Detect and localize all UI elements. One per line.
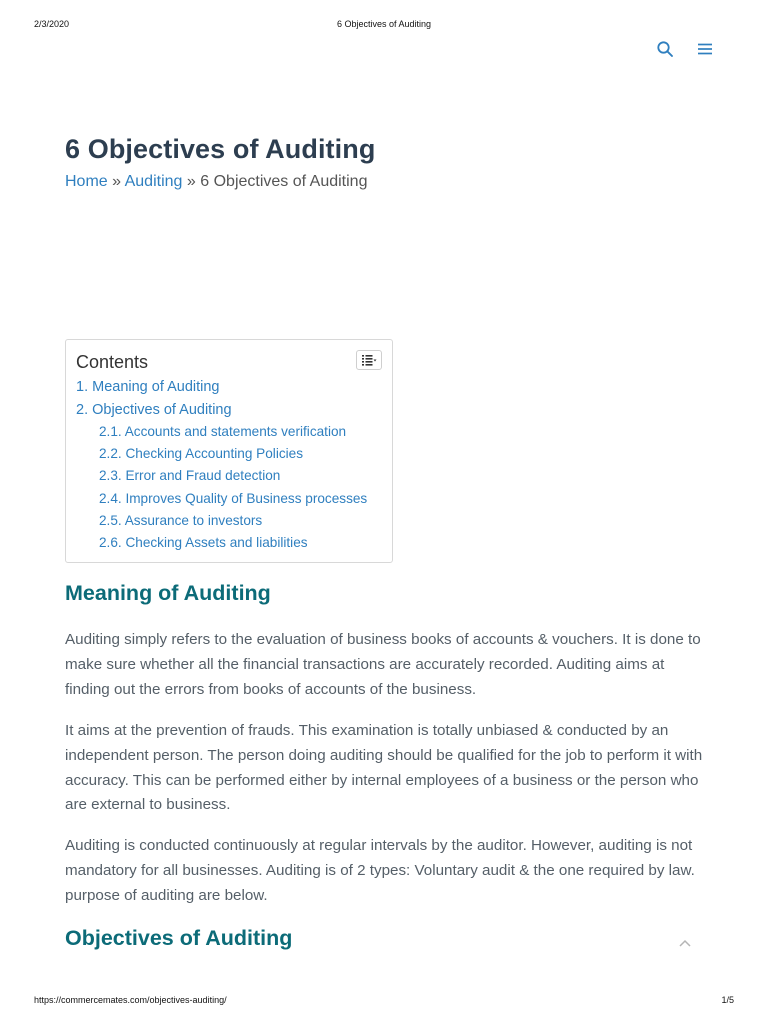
toc-subitem — [76, 421, 367, 443]
breadcrumb-separator: » — [112, 173, 122, 190]
section-heading-objectives: Objectives of Auditing — [65, 926, 293, 950]
toc-list — [76, 376, 367, 554]
toc-toggle-button[interactable] — [356, 350, 382, 370]
menu-icon[interactable] — [696, 40, 714, 58]
toc-subitem — [76, 510, 367, 532]
breadcrumb-separator: » — [186, 173, 196, 190]
toc-link-policies[interactable]: 2.2. Checking Accounting Policies — [99, 446, 304, 462]
toc-link-fraud[interactable]: 2.3. Error and Fraud detection — [99, 468, 281, 484]
toc-link-assets[interactable]: 2.6. Checking Assets and liabilities — [99, 534, 308, 550]
header-nav — [656, 40, 714, 58]
toc-link-meaning[interactable]: 1. Meaning of Auditing — [76, 379, 220, 395]
toc-item — [76, 399, 367, 422]
table-of-contents — [65, 339, 393, 563]
paragraph: Auditing simply refers to the evaluation of business books of accounts & vouchers. It is done to make sure whether all the financial transactions are accurately recorded. Auditing aims at finding out the errors from books of accounts of the business. — [65, 631, 701, 698]
breadcrumb-current: 6 Objectives of Auditing — [200, 173, 368, 190]
print-url: https://commercemates.com/objectives-auditing/ — [34, 995, 227, 1005]
paragraph: It aims at the prevention of frauds. This examination is totally unbiased & conducted by an independent person. The person doing auditing should be qualified for the job to perform it with accuracy. This can be performed either by internal employees of a business or the person who are external to business. — [65, 722, 703, 814]
toc-link-assurance[interactable]: 2.5. Assurance to investors — [99, 512, 263, 528]
breadcrumb-home-link[interactable]: Home — [65, 173, 108, 190]
toc-link-verification[interactable]: 2.1. Accounts and statements verification — [99, 424, 347, 439]
search-icon[interactable] — [656, 40, 674, 58]
page-title: 6 Objectives of Auditing — [65, 134, 376, 164]
toc-item — [76, 376, 367, 399]
toc-subitem — [76, 443, 367, 465]
print-date: 2/3/2020 — [34, 19, 70, 29]
toc-title: Contents — [76, 352, 149, 372]
paragraph: Auditing is conducted continuously at regular intervals by the auditor. However, auditing is not mandatory for all businesses. Auditing is of 2 types: Voluntary audit & the one required by law. purpose of auditing are below. — [65, 837, 695, 904]
list-toggle-icon — [361, 354, 377, 366]
toc-link-quality[interactable]: 2.4. Improves Quality of Business processes — [99, 490, 368, 506]
breadcrumb-category-link[interactable]: Auditing — [124, 173, 183, 190]
print-footer — [0, 995, 768, 1009]
print-doc-title: 6 Objectives of Auditing — [336, 19, 432, 29]
toc-subitem — [76, 532, 367, 554]
scroll-to-top-icon[interactable] — [677, 937, 693, 949]
toc-subitem — [76, 488, 367, 510]
section-heading-meaning: Meaning of Auditing — [65, 581, 271, 605]
toc-subitem — [76, 465, 367, 487]
print-header — [0, 19, 768, 33]
toc-link-objectives[interactable]: 2. Objectives of Auditing — [76, 401, 232, 418]
print-page-number: 1/5 — [721, 995, 734, 1005]
breadcrumb — [65, 173, 367, 191]
